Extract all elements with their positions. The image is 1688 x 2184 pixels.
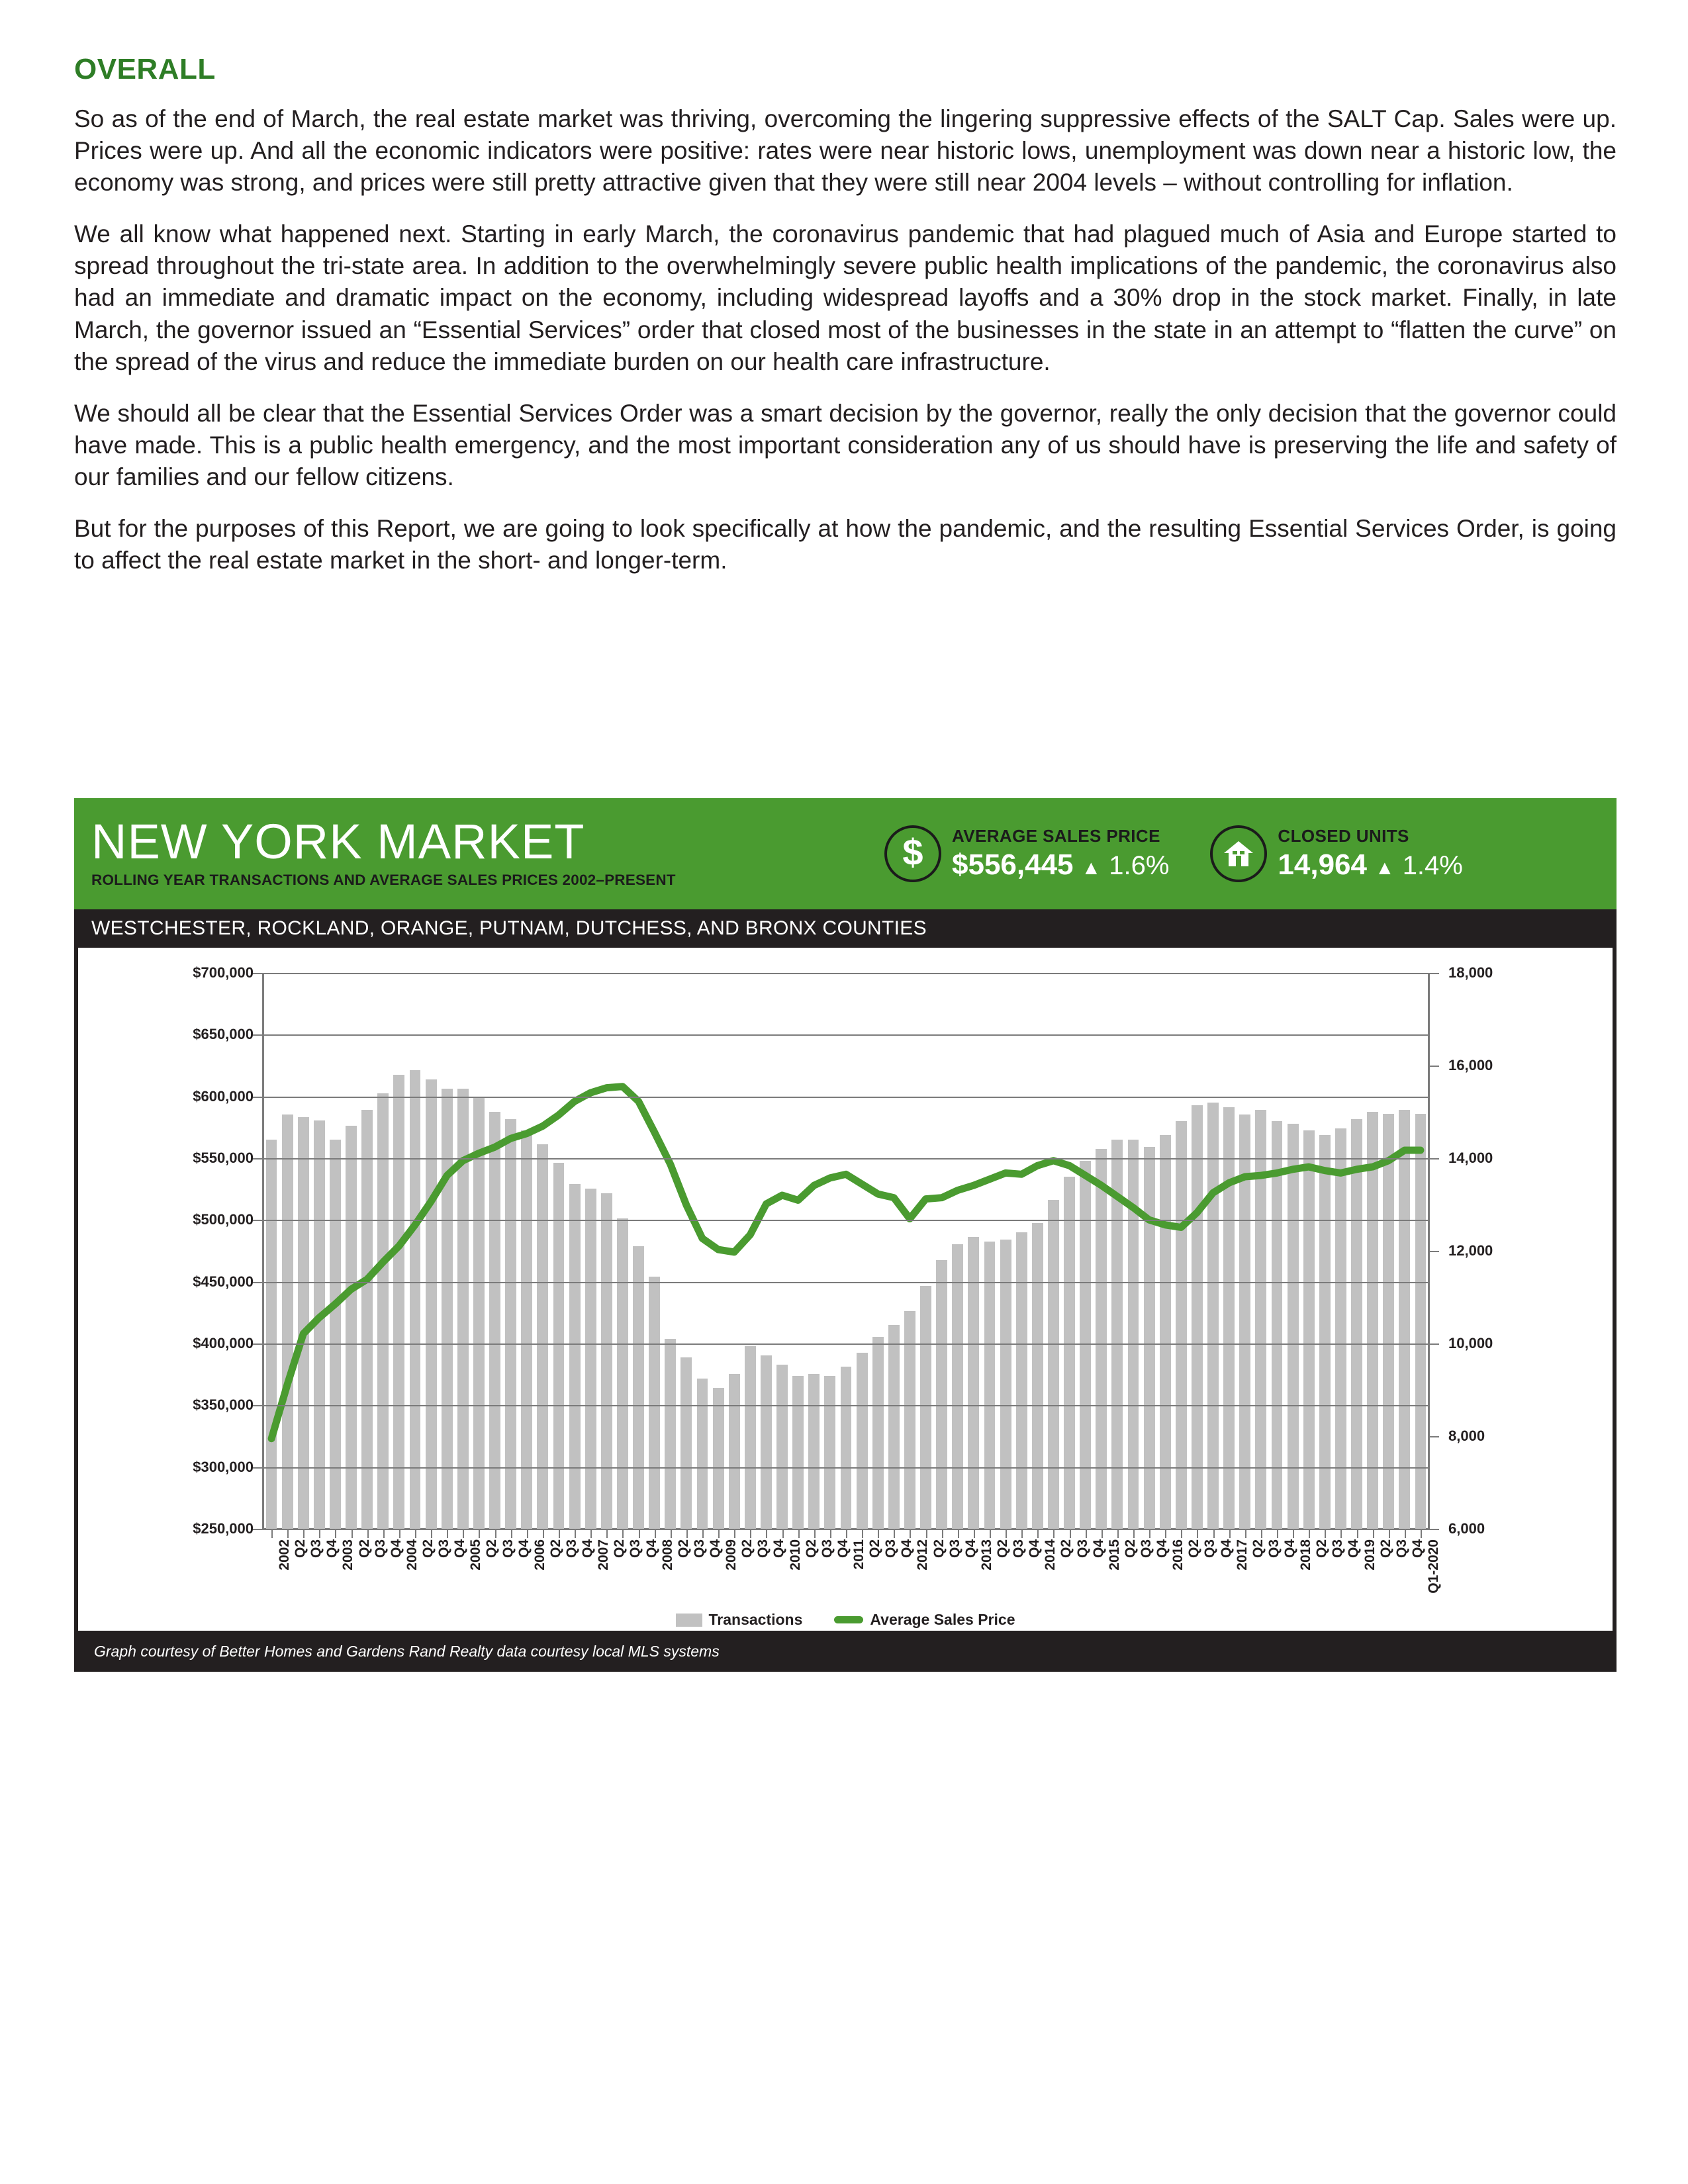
x-axis-label: 2004 xyxy=(404,1539,420,1570)
y-axis-label-left: $600,000 xyxy=(193,1087,254,1105)
x-tick xyxy=(1405,1529,1406,1538)
x-tick xyxy=(718,1529,720,1538)
y-tick-left xyxy=(253,973,263,974)
x-axis-label: Q3 xyxy=(628,1539,643,1559)
y-axis-label-left: $250,000 xyxy=(193,1520,254,1537)
x-tick xyxy=(1340,1529,1342,1538)
stat-label-avg-price: AVERAGE SALES PRICE xyxy=(952,826,1160,846)
x-axis-label: Q4 xyxy=(388,1539,404,1559)
x-tick xyxy=(303,1529,305,1538)
y-axis-label-right: 10,000 xyxy=(1448,1335,1493,1351)
y-axis-label-left: $650,000 xyxy=(193,1026,254,1043)
y-axis-label-right: 12,000 xyxy=(1448,1242,1493,1259)
x-tick xyxy=(495,1529,496,1538)
x-tick xyxy=(782,1529,784,1538)
x-axis-label: 2015 xyxy=(1106,1539,1122,1570)
legend-swatch-bar-icon xyxy=(676,1614,702,1627)
x-axis-label: Q2 xyxy=(484,1539,500,1559)
x-tick xyxy=(830,1529,831,1538)
stat-closed-units xyxy=(1210,825,1462,882)
x-tick xyxy=(463,1529,464,1538)
x-axis-label: Q3 xyxy=(1330,1539,1346,1559)
x-axis-label: Q4 xyxy=(1218,1539,1234,1559)
gridline xyxy=(263,1467,1429,1469)
legend-label-transactions: Transactions xyxy=(708,1611,803,1628)
x-axis-label: Q4 xyxy=(708,1539,723,1559)
x-axis-label: 2008 xyxy=(659,1539,675,1570)
y-tick-left xyxy=(253,1158,263,1160)
x-tick xyxy=(1261,1529,1262,1538)
y-tick-right xyxy=(1429,1529,1439,1530)
x-axis-label: Q3 xyxy=(500,1539,516,1559)
x-axis-label: Q2 xyxy=(739,1539,755,1559)
x-tick xyxy=(1149,1529,1150,1538)
x-axis-label: Q3 xyxy=(1011,1539,1027,1559)
y-tick-left xyxy=(253,1034,263,1036)
y-tick-left xyxy=(253,1097,263,1098)
x-axis-label: 2009 xyxy=(724,1539,739,1570)
x-axis-label: Q2 xyxy=(1378,1539,1393,1559)
y-tick-right xyxy=(1429,1343,1439,1345)
gridline xyxy=(263,1405,1429,1406)
x-tick xyxy=(271,1529,273,1538)
y-axis-label-right: 14,000 xyxy=(1448,1150,1493,1166)
x-axis-label: 2002 xyxy=(277,1539,293,1570)
x-tick xyxy=(399,1529,400,1538)
x-tick xyxy=(1006,1529,1007,1538)
market-chart-card xyxy=(74,798,1617,1678)
x-tick xyxy=(431,1529,432,1538)
x-tick xyxy=(335,1529,336,1538)
legend-item-transactions xyxy=(676,1611,803,1629)
x-axis-label: Q1-2020 xyxy=(1425,1539,1441,1594)
gridline xyxy=(263,1034,1429,1036)
x-tick xyxy=(1373,1529,1374,1538)
x-axis-label: Q3 xyxy=(691,1539,707,1559)
x-axis-label: 2016 xyxy=(1170,1539,1186,1570)
x-tick xyxy=(639,1529,640,1538)
x-axis-label: Q2 xyxy=(1314,1539,1330,1559)
gridline xyxy=(263,1158,1429,1160)
x-tick xyxy=(671,1529,672,1538)
x-tick xyxy=(974,1529,975,1538)
x-tick xyxy=(1293,1529,1294,1538)
x-axis-label: Q3 xyxy=(1266,1539,1282,1559)
x-tick xyxy=(862,1529,863,1538)
x-tick xyxy=(990,1529,991,1538)
x-axis-label: Q3 xyxy=(947,1539,962,1559)
x-axis-label: Q3 xyxy=(755,1539,771,1559)
y-axis-label-left: $500,000 xyxy=(193,1211,254,1228)
x-axis-label: Q4 xyxy=(1090,1539,1106,1559)
y-axis-label-right: 8,000 xyxy=(1448,1428,1485,1444)
legend-label-avg-price: Average Sales Price xyxy=(870,1611,1015,1628)
x-tick xyxy=(367,1529,369,1538)
x-axis-ticks xyxy=(263,1529,1429,1538)
x-tick xyxy=(655,1529,656,1538)
stat-value-closed-units: 14,964 xyxy=(1278,848,1367,881)
x-axis-label: Q2 xyxy=(1250,1539,1266,1559)
x-tick xyxy=(1213,1529,1215,1538)
y-axis-label-right: 18,000 xyxy=(1448,964,1493,981)
x-tick xyxy=(798,1529,800,1538)
x-tick xyxy=(575,1529,576,1538)
x-tick xyxy=(1389,1529,1390,1538)
x-tick xyxy=(702,1529,704,1538)
x-axis-label: Q4 xyxy=(1409,1539,1425,1559)
y-axis-label-right: 6,000 xyxy=(1448,1520,1485,1537)
x-axis-label: Q3 xyxy=(372,1539,388,1559)
y-tick-left xyxy=(253,1529,263,1530)
x-axis-label: Q2 xyxy=(931,1539,947,1559)
x-tick xyxy=(766,1529,767,1538)
gridline xyxy=(263,1343,1429,1345)
y-tick-right xyxy=(1429,1158,1439,1160)
x-axis-label: Q3 xyxy=(1393,1539,1409,1559)
stat-label-closed-units: CLOSED UNITS xyxy=(1278,826,1409,846)
x-tick xyxy=(1277,1529,1278,1538)
x-axis-label: 2012 xyxy=(915,1539,931,1570)
y-tick-left xyxy=(253,1220,263,1221)
y-axis-label-left: $450,000 xyxy=(193,1273,254,1290)
gridline xyxy=(263,1097,1429,1098)
chart-title: NEW YORK MARKET xyxy=(91,814,585,870)
x-axis-label: Q2 xyxy=(356,1539,372,1559)
x-tick xyxy=(1181,1529,1182,1538)
x-axis-label: Q2 xyxy=(1058,1539,1074,1559)
x-tick xyxy=(878,1529,879,1538)
paragraph-1: So as of the end of March, the real estate market was thriving, overcoming the lingering suppressive effects of the SALT Cap. Sales were up. Prices were up. And all the economic indicators were positive: rates were near historic lows, unemployment was down near a historic low, the economy was strong, and prices were still pretty attractive given that they were still near 2004 levels – without controlling for inflation. xyxy=(74,105,1617,197)
x-axis-label: Q2 xyxy=(1122,1539,1138,1559)
y-tick-right xyxy=(1429,973,1439,974)
paragraph-3: We should all be clear that the Essential Services Order was a smart decision by the governor, really the only decision that the governor could have made. This is a public health emergency, and the most important consideration any of us should have is preserving the life and safety of our families and our fellow citizens. xyxy=(74,399,1617,490)
x-tick xyxy=(590,1529,592,1538)
y-tick-left xyxy=(253,1405,263,1406)
x-tick xyxy=(1197,1529,1198,1538)
y-tick-left xyxy=(253,1467,263,1469)
dollar-circle-icon: $ xyxy=(884,825,941,882)
chart-header-title-block xyxy=(91,814,872,888)
x-tick xyxy=(846,1529,847,1538)
x-tick xyxy=(942,1529,943,1538)
stat-change-avg-price: 1.6% xyxy=(1109,851,1170,880)
x-axis-label: Q3 xyxy=(1074,1539,1090,1559)
x-tick xyxy=(622,1529,624,1538)
y-axis-label-left: $550,000 xyxy=(193,1150,254,1166)
up-arrow-icon-2: ▲ xyxy=(1374,857,1395,879)
x-axis-label: Q3 xyxy=(436,1539,452,1559)
x-tick xyxy=(1309,1529,1310,1538)
chart-plot xyxy=(193,964,1493,1537)
x-axis-label: 2007 xyxy=(596,1539,612,1570)
y-axis-label-left: $300,000 xyxy=(193,1458,254,1475)
x-tick xyxy=(926,1529,927,1538)
x-axis-label: Q2 xyxy=(293,1539,308,1559)
chart-plot-area xyxy=(74,948,1617,1631)
x-tick xyxy=(1325,1529,1326,1538)
x-tick xyxy=(686,1529,688,1538)
x-axis-label: 2013 xyxy=(978,1539,994,1570)
y-axis-label-left: $700,000 xyxy=(193,964,254,981)
x-axis-label: Q2 xyxy=(547,1539,563,1559)
x-axis-label: Q4 xyxy=(1027,1539,1043,1559)
chart-header xyxy=(74,798,1617,909)
up-arrow-icon: ▲ xyxy=(1081,857,1102,879)
x-axis-label: 2018 xyxy=(1298,1539,1314,1570)
x-axis-label: Q3 xyxy=(883,1539,899,1559)
x-axis-labels xyxy=(263,1539,1441,1619)
x-tick xyxy=(1421,1529,1422,1538)
article-content xyxy=(74,53,1617,596)
x-axis-label: Q4 xyxy=(1154,1539,1170,1559)
y-tick-right xyxy=(1429,1436,1439,1437)
x-axis-label: 2014 xyxy=(1043,1539,1058,1570)
y-tick-right xyxy=(1429,1251,1439,1252)
x-tick xyxy=(559,1529,560,1538)
x-tick xyxy=(1117,1529,1119,1538)
chart-legend xyxy=(78,1611,1613,1629)
x-axis-label: 2017 xyxy=(1234,1539,1250,1570)
y-axis-label-left: $400,000 xyxy=(193,1335,254,1351)
x-tick xyxy=(894,1529,895,1538)
x-axis-label: Q3 xyxy=(1138,1539,1154,1559)
paragraph-2: We all know what happened next. Starting in early March, the coronavirus pandemic that had plagued much of Asia and Europe started to spread throughout the tri-state area. In addition to the overwhelmingly severe public health implications of the pandemic, the coronavirus also had an immediate and dramatic impact on the economy, including widespread layoffs and a 30% drop in the stock market. Finally, in late March, the governor issued an “Essential Services” order that closed most of the businesses in the state in an attempt to “flatten the curve” on the spread of the virus and reduce the immediate burden on our health care infrastructure. xyxy=(74,220,1617,375)
x-axis-label: Q4 xyxy=(962,1539,978,1559)
x-tick xyxy=(543,1529,544,1538)
x-tick xyxy=(511,1529,512,1538)
legend-swatch-line-icon xyxy=(834,1616,863,1623)
x-axis-label: Q4 xyxy=(452,1539,468,1559)
y-tick-left xyxy=(253,1282,263,1283)
x-tick xyxy=(814,1529,816,1538)
x-tick xyxy=(319,1529,320,1538)
x-tick xyxy=(352,1529,353,1538)
x-tick xyxy=(383,1529,385,1538)
y-tick-left xyxy=(253,1343,263,1345)
x-axis-label: Q2 xyxy=(803,1539,819,1559)
x-tick xyxy=(1229,1529,1231,1538)
counties-bar: WESTCHESTER, ROCKLAND, ORANGE, PUTNAM, DUTCHESS, AND BRONX COUNTIES xyxy=(74,909,1617,948)
x-axis-label: Q2 xyxy=(420,1539,436,1559)
x-tick xyxy=(1357,1529,1358,1538)
x-tick xyxy=(287,1529,289,1538)
chart-subtitle: ROLLING YEAR TRANSACTIONS AND AVERAGE SALES PRICES 2002–PRESENT xyxy=(91,871,676,888)
x-axis-label: Q2 xyxy=(612,1539,628,1559)
x-axis-label: 2011 xyxy=(851,1539,867,1570)
x-axis-label: Q3 xyxy=(1202,1539,1218,1559)
page-title: OVERALL xyxy=(74,53,216,85)
x-tick xyxy=(415,1529,416,1538)
house-circle-icon xyxy=(1210,825,1267,882)
x-tick xyxy=(910,1529,911,1538)
paragraph-4: But for the purposes of this Report, we are going to look specifically at how the pandemic, and the resulting Essential Services Order, is going to affect the real estate market in the short- and longer-term. xyxy=(74,515,1617,574)
x-axis-label: Q3 xyxy=(308,1539,324,1559)
x-axis-label: 2005 xyxy=(468,1539,484,1570)
x-axis-label: Q4 xyxy=(899,1539,915,1559)
chart-footer-credit: Graph courtesy of Better Homes and Gardens Rand Realty data courtesy local MLS systems xyxy=(74,1631,1617,1672)
x-axis-label: Q4 xyxy=(516,1539,532,1559)
x-axis-label: Q4 xyxy=(580,1539,596,1559)
x-tick xyxy=(527,1529,528,1538)
x-axis-label: Q4 xyxy=(324,1539,340,1559)
gridline xyxy=(263,1220,1429,1221)
x-tick xyxy=(479,1529,480,1538)
x-axis-label: Q4 xyxy=(643,1539,659,1559)
x-tick xyxy=(1070,1529,1071,1538)
x-tick xyxy=(1133,1529,1135,1538)
stat-change-closed-units: 1.4% xyxy=(1402,851,1463,880)
x-axis-label: 2003 xyxy=(340,1539,356,1570)
y-axis-label-right: 16,000 xyxy=(1448,1057,1493,1073)
price-line-series xyxy=(263,973,1429,1529)
x-axis-label: Q4 xyxy=(835,1539,851,1559)
x-tick xyxy=(1086,1529,1087,1538)
x-tick xyxy=(447,1529,448,1538)
gridline xyxy=(263,1282,1429,1283)
x-axis-label: 2010 xyxy=(787,1539,803,1570)
x-tick xyxy=(1102,1529,1103,1538)
x-tick xyxy=(1165,1529,1166,1538)
x-tick xyxy=(750,1529,751,1538)
y-axis-label-left: $350,000 xyxy=(193,1396,254,1414)
legend-item-avg-price xyxy=(834,1611,1015,1629)
stat-value-avg-price: $556,445 xyxy=(952,848,1074,881)
x-tick xyxy=(1021,1529,1023,1538)
x-axis-label: Q2 xyxy=(1186,1539,1202,1559)
x-tick xyxy=(1245,1529,1246,1538)
x-axis-label: 2019 xyxy=(1362,1539,1378,1570)
x-axis-label: Q4 xyxy=(771,1539,787,1559)
x-axis-label: Q2 xyxy=(867,1539,883,1559)
x-axis-label: Q3 xyxy=(819,1539,835,1559)
x-tick xyxy=(1053,1529,1055,1538)
x-tick xyxy=(1037,1529,1039,1538)
x-axis-label: Q4 xyxy=(1346,1539,1362,1559)
stat-average-sales-price xyxy=(884,825,1169,882)
x-tick xyxy=(606,1529,608,1538)
x-axis-label: Q2 xyxy=(994,1539,1010,1559)
x-axis-label: Q3 xyxy=(564,1539,580,1559)
x-tick xyxy=(958,1529,959,1538)
x-axis-label: Q2 xyxy=(675,1539,691,1559)
x-axis-label: 2006 xyxy=(532,1539,547,1570)
x-tick xyxy=(734,1529,735,1538)
y-tick-right xyxy=(1429,1066,1439,1067)
gridline xyxy=(263,973,1429,974)
x-axis-label: Q4 xyxy=(1282,1539,1297,1559)
